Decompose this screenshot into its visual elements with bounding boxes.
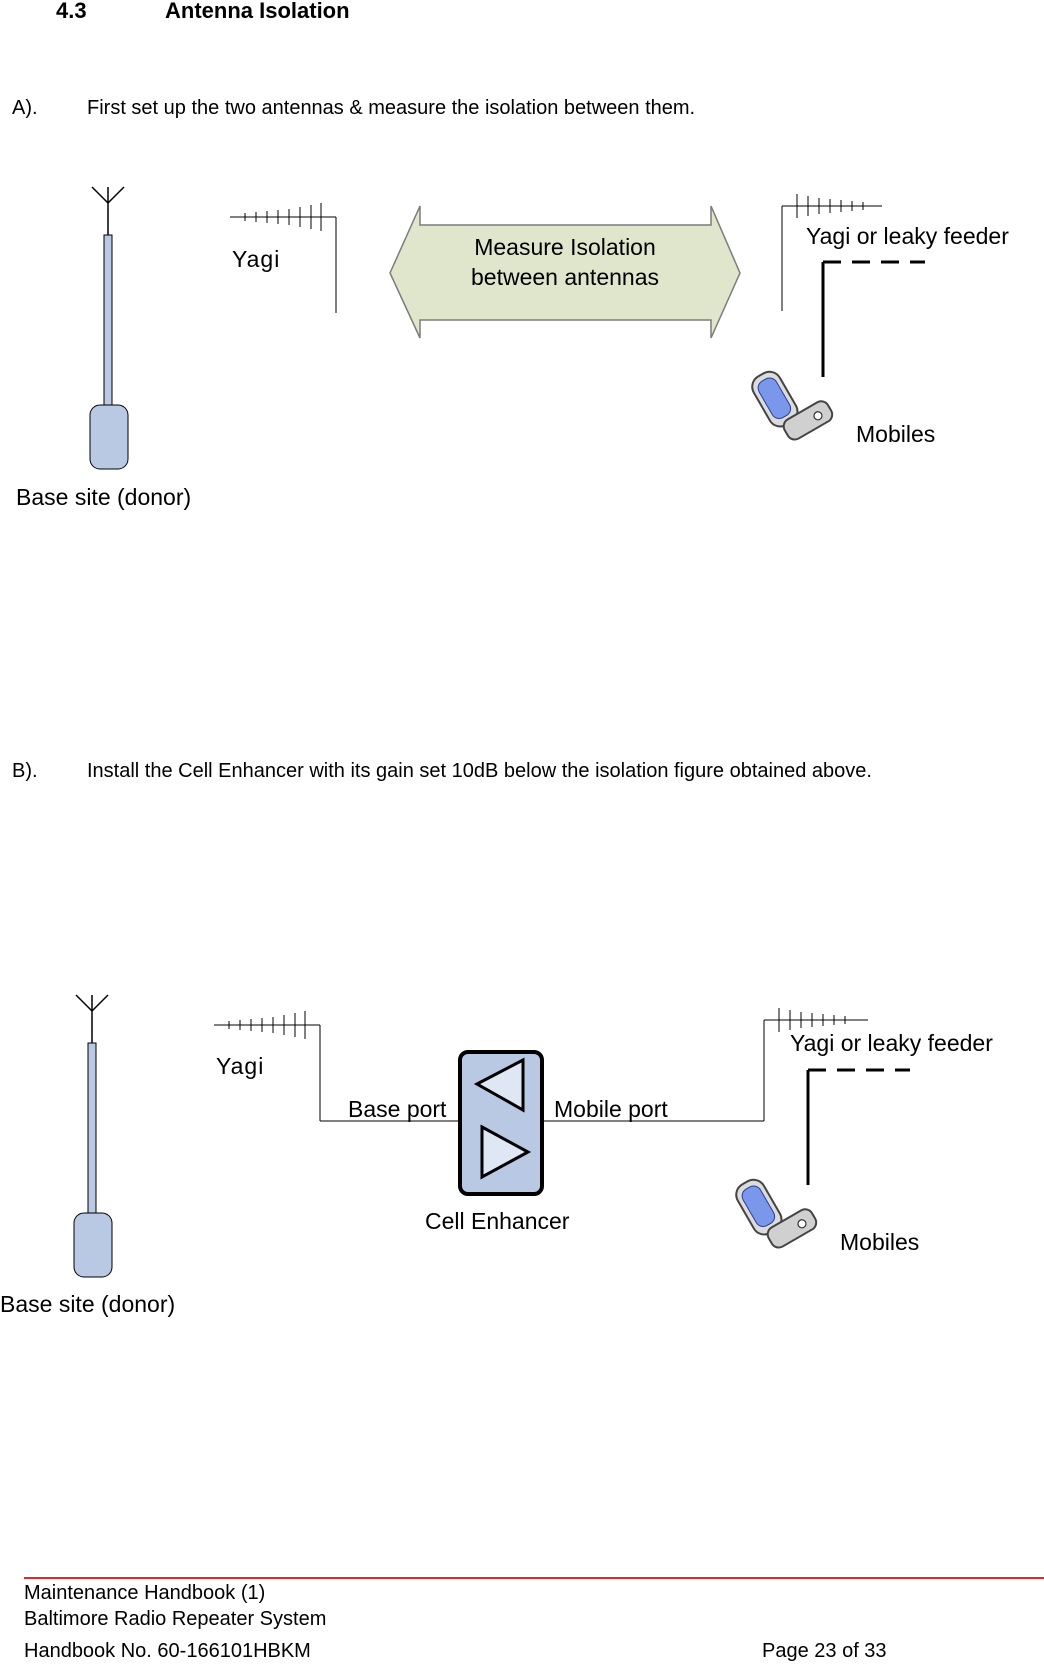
mobile-port-label: Mobile port bbox=[554, 1096, 668, 1122]
base-port-label: Base port bbox=[348, 1096, 447, 1122]
step-a-marker: A). bbox=[12, 97, 38, 119]
mobiles-label-b: Mobiles bbox=[840, 1229, 920, 1255]
mobile-phone-b bbox=[732, 1161, 819, 1254]
step-a-text: First set up the two antennas & measure the isolation between them. bbox=[87, 97, 696, 119]
section-number: 4.3 bbox=[56, 0, 87, 23]
footer-handbook-number: Handbook No. 60-166101HBKM bbox=[24, 1640, 311, 1662]
base-site-mast-b bbox=[74, 995, 112, 1277]
footer-line1: Maintenance Handbook (1) bbox=[24, 1582, 266, 1604]
section-title: Antenna Isolation bbox=[165, 0, 350, 23]
mobiles-label-a: Mobiles bbox=[856, 421, 936, 447]
step-b-text: Install the Cell Enhancer with its gain set 10dB below the isolation figure obtained above. bbox=[87, 760, 872, 782]
base-site-mast-a bbox=[90, 187, 128, 469]
base-site-label-b: Base site (donor) bbox=[0, 1291, 176, 1317]
isolation-label-line2: between antennas bbox=[471, 264, 659, 290]
isolation-label-line1: Measure Isolation bbox=[474, 234, 656, 260]
feeder-antenna-a bbox=[782, 194, 882, 311]
footer-page-number: Page 23 of 33 bbox=[762, 1640, 887, 1662]
leaky-feeder-b bbox=[808, 1070, 910, 1185]
base-site-label-a: Base site (donor) bbox=[16, 484, 192, 510]
footer-rule bbox=[24, 1577, 1044, 1579]
footer-line2: Baltimore Radio Repeater System bbox=[24, 1608, 327, 1630]
feeder-label-b: Yagi or leaky feeder bbox=[790, 1030, 993, 1056]
step-b-marker: B). bbox=[12, 760, 38, 782]
feeder-label-a: Yagi or leaky feeder bbox=[806, 223, 1009, 249]
cell-enhancer-unit bbox=[460, 1052, 542, 1194]
leaky-feeder-a bbox=[823, 262, 925, 377]
yagi-label-b: Yagi bbox=[216, 1053, 265, 1079]
cell-enhancer-label: Cell Enhancer bbox=[425, 1208, 570, 1234]
yagi-label-a: Yagi bbox=[232, 246, 281, 272]
